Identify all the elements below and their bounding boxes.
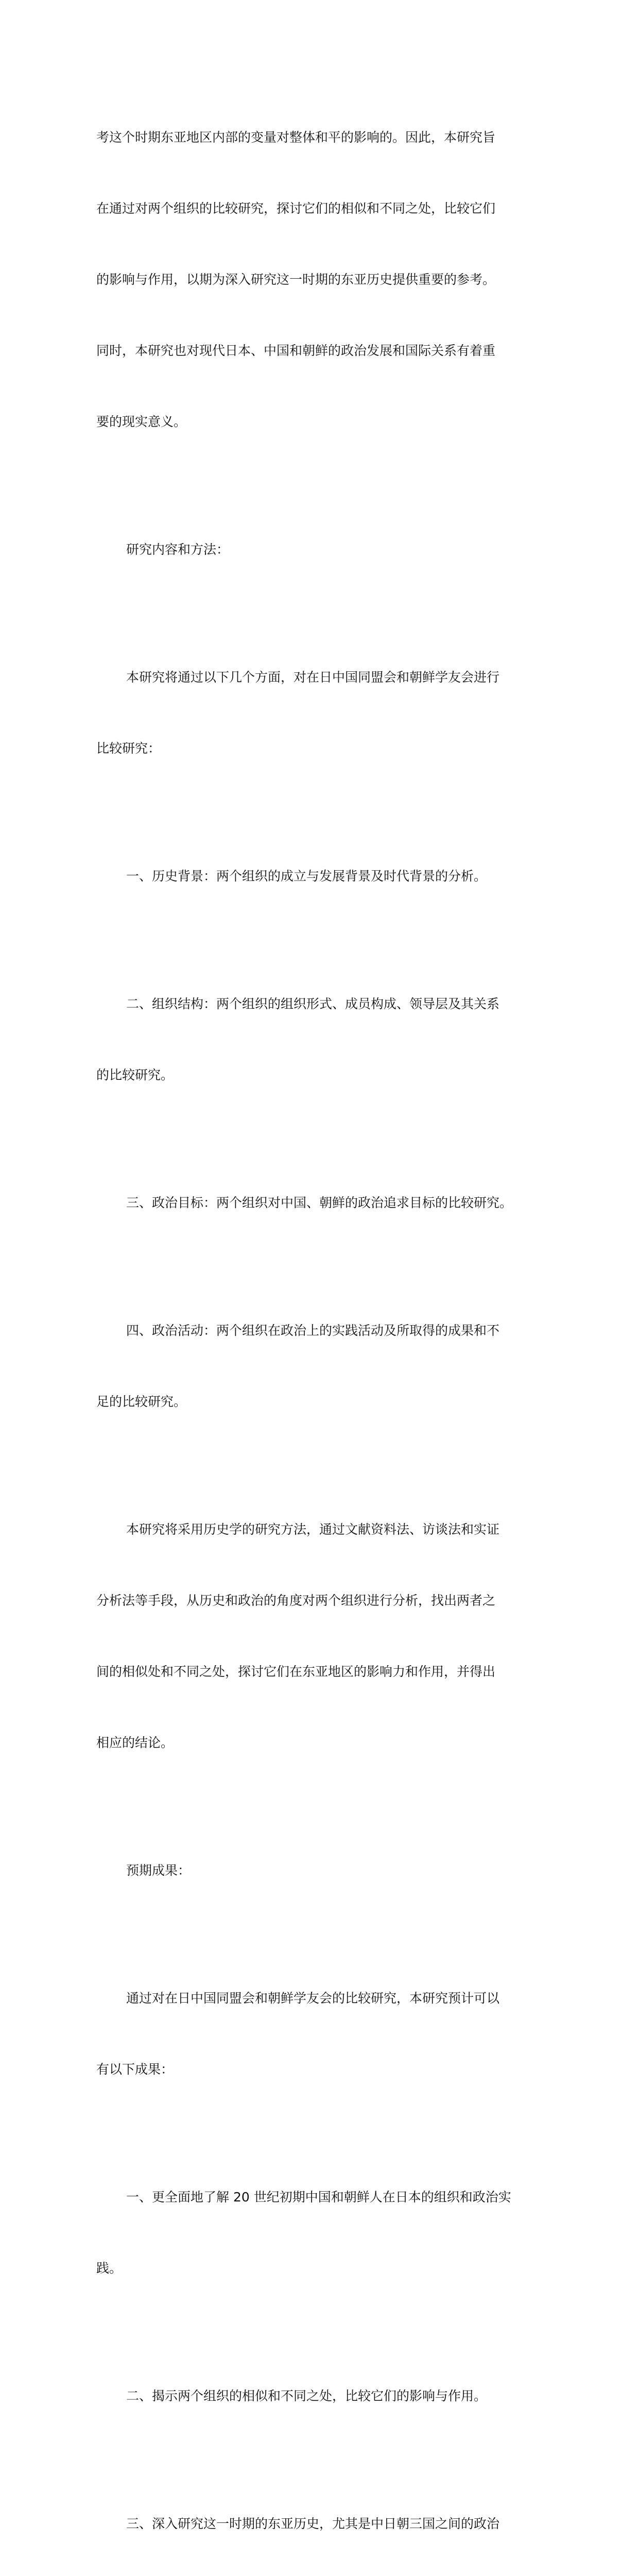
result-item-2 [96, 2337, 549, 2455]
list-item-structure [96, 945, 549, 1134]
text-line: 足的比较研究。 [96, 1394, 187, 1409]
section-heading-content-methods [96, 490, 549, 609]
text-line: 本研究将采用历史学的研究方法，通过文献资料法、访谈法和实证 [126, 1522, 500, 1537]
list-item-history [96, 817, 549, 936]
result-item-1 [96, 2138, 549, 2328]
text-line: 三、深入研究这一时期的东亚历史，尤其是中日朝三国之间的政治 [126, 2516, 500, 2531]
text-line: 践。 [96, 2261, 123, 2276]
text-line: 要的现实意义。 [96, 414, 187, 429]
text-line: 四、政治活动：两个组织在政治上的实践活动及所取得的成果和不 [126, 1323, 500, 1338]
text-line: 在通过对两个组织的比较研究，探讨它们的相似和不同之处，比较它们 [96, 201, 496, 216]
document-body [96, 78, 549, 2576]
text-line: 分析法等手段，从历史和政治的角度对两个组织进行分析，找出两者之 [96, 1593, 496, 1608]
text-line: 间的相似处和不同之处，探讨它们在东亚地区的影响力和作用，并得出 [96, 1664, 496, 1679]
text-line: 同时，本研究也对现代日本、中国和朝鲜的政治发展和国际关系有着重 [96, 343, 496, 358]
text-line: 一、历史背景：两个组织的成立与发展背景及时代背景的分析。 [126, 869, 487, 884]
text-line: 研究内容和方法： [126, 542, 230, 557]
text-line: 考这个时期东亚地区内部的变量对整体和平的影响的。因此，本研究旨 [96, 130, 496, 145]
text-line: 通过对在日中国同盟会和朝鲜学友会的比较研究，本研究预计可以 [126, 1991, 500, 2006]
text-line: 预期成果： [126, 1863, 191, 1878]
paragraph-methods [96, 1470, 549, 1802]
text-line: 三、政治目标：两个组织对中国、朝鲜的政治追求目标的比较研究。 [126, 1195, 513, 1210]
text-line: 比较研究： [96, 741, 161, 756]
text-line: 一、更全面地了解 20 世纪初期中国和朝鲜人在日本的组织和政治实 [126, 2190, 511, 2205]
text-line: 相应的结论。 [96, 1735, 174, 1750]
text-line: 有以下成果： [96, 2062, 174, 2077]
text-line: 二、组织结构：两个组织的组织形式、成员构成、领导层及其关系 [126, 996, 500, 1011]
text-line: 的影响与作用，以期为深入研究这一时期的东亚历史提供重要的参考。 [96, 272, 496, 287]
section-heading-expected-results [96, 1811, 549, 1930]
text-line: 本研究将通过以下几个方面，对在日中国同盟会和朝鲜学友会进行 [126, 670, 500, 685]
paragraph-purpose-continued [96, 78, 549, 481]
result-item-3 [96, 2465, 549, 2576]
list-item-goals [96, 1144, 549, 1262]
text-line: 的比较研究。 [96, 1067, 174, 1082]
paragraph-results-intro [96, 1939, 549, 2129]
paragraph-aspects-intro [96, 618, 549, 808]
text-line: 二、揭示两个组织的相似和不同之处，比较它们的影响与作用。 [126, 2388, 487, 2403]
list-item-activities [96, 1272, 549, 1461]
